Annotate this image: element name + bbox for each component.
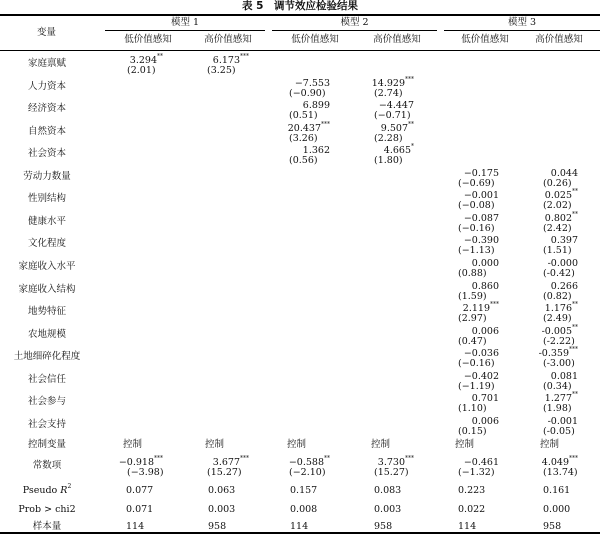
row-label: 家庭禀赋 <box>27 58 66 69</box>
m3-low-coef: −0.390 <box>463 235 499 246</box>
m1-low-control: 控制 <box>123 439 143 450</box>
significance-stars: *** <box>154 454 163 462</box>
variable-header: 变量 <box>36 27 56 38</box>
m3-low-se: (−1.13) <box>458 245 495 256</box>
m3-high-se: (0.26) <box>543 178 572 189</box>
significance-stars: ** <box>572 323 578 331</box>
m2-low-coef: 6.899 <box>302 100 330 111</box>
m3-high-coef: 0.802** <box>544 210 578 224</box>
top-rule <box>0 14 600 16</box>
significance-stars: * <box>411 142 414 150</box>
m3-high-se: (2.49) <box>543 313 572 324</box>
m3-high-se: (-0.05) <box>543 426 575 437</box>
row-label: 家庭收入水平 <box>18 261 76 272</box>
significance-stars: *** <box>569 454 578 462</box>
model-3-rule <box>444 30 600 31</box>
m3-low-coef: 0.006 <box>471 416 499 427</box>
m2-low-se: (0.51) <box>289 110 318 121</box>
m3-low-se: (−0.16) <box>458 358 495 369</box>
m3-high-header: 高价值感知 <box>535 34 583 45</box>
m2-low-coef: 1.362 <box>302 145 330 156</box>
m3-low-coef: −0.036 <box>463 348 499 359</box>
row-label: 性别结构 <box>27 193 66 204</box>
m3-high-se: (0.82) <box>543 291 572 302</box>
m1-high-control: 控制 <box>205 439 225 450</box>
m1-high-coef: 6.173*** <box>212 52 249 66</box>
m3-high-coef: 0.025** <box>544 187 578 201</box>
m3-high-coef: -0.000 <box>547 258 578 269</box>
m3-low-coef: 0.006 <box>471 326 499 337</box>
m3-high-coef: 1.277** <box>544 390 578 404</box>
row-label: 地势特征 <box>27 306 66 317</box>
m3-high-pseudo-r2: 0.161 <box>543 485 571 496</box>
significance-stars: *** <box>321 120 330 128</box>
m3-high-coef: 0.397 <box>550 235 578 246</box>
m3-low-header: 低价值感知 <box>461 34 509 45</box>
m2-high-coef: 4.665* <box>383 142 414 156</box>
m3-low-se: (0.88) <box>458 268 487 279</box>
m3-high-se: (1.51) <box>543 245 572 256</box>
m2-high-se: (−0.71) <box>374 110 411 121</box>
m3-high-coef: 0.044 <box>550 168 578 179</box>
m2-low-header: 低价值感知 <box>291 34 339 45</box>
m2-low-se: (3.26) <box>289 133 318 144</box>
row-label: 家庭收入结构 <box>18 284 76 295</box>
m2-high-sample-size: 958 <box>374 521 393 532</box>
m3-low-prob: 0.022 <box>458 504 486 515</box>
m1-high-constant-coef: 3.677*** <box>212 454 249 468</box>
m3-low-sample-size: 114 <box>458 521 477 532</box>
m1-low-se: (2.01) <box>127 65 156 76</box>
m3-low-constant-se: (−1.32) <box>458 467 495 478</box>
m3-low-coef: 0.000 <box>471 258 499 269</box>
m2-low-constant-se: (−2.10) <box>289 467 326 478</box>
m3-high-se: (-0.42) <box>543 268 575 279</box>
m1-high-prob: 0.003 <box>208 504 236 515</box>
m3-low-se: (−1.19) <box>458 381 495 392</box>
model-2-header: 模型 2 <box>340 17 369 28</box>
m3-low-se: (−0.08) <box>458 200 495 211</box>
m1-high-sample-size: 958 <box>208 521 227 532</box>
m2-high-se: (2.28) <box>374 133 403 144</box>
m2-high-prob: 0.003 <box>374 504 402 515</box>
m2-high-pseudo-r2: 0.083 <box>374 485 402 496</box>
m3-high-se: (2.42) <box>543 223 572 234</box>
m3-high-se: (-2.22) <box>543 336 575 347</box>
control-label: 控制变量 <box>27 439 66 450</box>
m3-high-prob: 0.000 <box>543 504 571 515</box>
m2-low-coef: −7.553 <box>294 78 330 89</box>
m3-high-coef: -0.005** <box>541 323 578 337</box>
m2-high-control: 控制 <box>371 439 391 450</box>
table-caption: 表 5 调节效应检验结果 <box>242 0 358 12</box>
m3-low-coef: 0.860 <box>471 281 499 292</box>
m3-high-constant-coef: 4.049*** <box>541 454 578 468</box>
header-rule <box>0 50 600 51</box>
model-1-rule <box>105 30 265 31</box>
row-label: 农地规模 <box>27 329 66 340</box>
significance-stars: *** <box>240 454 249 462</box>
row-label: 土地细碎化程度 <box>13 351 81 362</box>
constant-label: 常数项 <box>32 460 62 471</box>
m1-low-header: 低价值感知 <box>124 34 172 45</box>
m1-low-coef: 3.294** <box>129 52 163 66</box>
m1-low-pseudo-r2: 0.077 <box>126 485 154 496</box>
m2-low-sample-size: 114 <box>290 521 309 532</box>
m2-high-header: 高价值感知 <box>373 34 421 45</box>
significance-stars: ** <box>157 52 163 60</box>
row-label: 自然资本 <box>27 126 66 137</box>
m2-low-control: 控制 <box>287 439 307 450</box>
model-1-header: 模型 1 <box>170 17 200 28</box>
row-label: 社会信任 <box>27 374 66 385</box>
prob-label: Prob > chi2 <box>18 504 76 515</box>
significance-stars: *** <box>240 52 249 60</box>
significance-stars: *** <box>405 75 414 83</box>
m3-low-coef: 0.701 <box>471 393 499 404</box>
m1-high-header: 高价值感知 <box>204 34 252 45</box>
significance-stars: *** <box>569 345 578 353</box>
row-label: 人力资本 <box>27 81 66 92</box>
m2-high-coef: 14.929*** <box>371 75 414 89</box>
significance-stars: ** <box>572 187 578 195</box>
m1-high-pseudo-r2: 0.063 <box>208 485 236 496</box>
significance-stars: *** <box>405 454 414 462</box>
m3-low-coef: −0.175 <box>463 168 499 179</box>
row-label: 健康水平 <box>27 216 66 227</box>
significance-stars: ** <box>572 390 578 398</box>
m3-low-pseudo-r2: 0.223 <box>458 485 486 496</box>
significance-stars: ** <box>408 120 414 128</box>
m3-high-coef: 1.176** <box>544 300 578 314</box>
m2-high-coef: 9.507** <box>380 120 414 134</box>
m3-high-constant-se: (13.74) <box>543 467 578 478</box>
m3-high-se: (-3.00) <box>543 358 575 369</box>
m3-high-sample-size: 958 <box>543 521 562 532</box>
m3-low-coef: 2.119*** <box>462 300 499 314</box>
m2-low-pseudo-r2: 0.157 <box>290 485 318 496</box>
m2-high-constant-coef: 3.730*** <box>377 454 414 468</box>
m1-low-constant-coef: −0.918*** <box>118 454 163 468</box>
m3-high-se: (0.34) <box>543 381 572 392</box>
m1-low-prob: 0.071 <box>126 504 154 515</box>
m3-low-se: (0.47) <box>458 336 487 347</box>
m1-high-se: (3.25) <box>207 65 236 76</box>
m2-low-se: (−0.90) <box>289 88 326 99</box>
m3-low-coef: −0.001 <box>463 190 499 201</box>
row-label: 文化程度 <box>27 238 66 249</box>
m2-high-coef: −4.447 <box>378 100 414 111</box>
m2-high-se: (2.74) <box>374 88 403 99</box>
m3-high-control: 控制 <box>540 439 560 450</box>
m3-high-coef: 0.081 <box>550 371 578 382</box>
m1-low-sample-size: 114 <box>126 521 145 532</box>
row-label: 劳动力数量 <box>23 171 71 182</box>
m3-high-se: (1.98) <box>543 403 572 414</box>
significance-stars: ** <box>572 210 578 218</box>
m3-low-se: (1.10) <box>458 403 487 414</box>
pseudo-r2-label: Pseudo $R^2$ <box>22 482 72 496</box>
row-label: 社会支持 <box>27 419 66 430</box>
m3-low-se: (2.97) <box>458 313 487 324</box>
m2-low-coef: 20.437*** <box>287 120 330 134</box>
m3-low-se: (1.59) <box>458 291 487 302</box>
m3-low-constant-coef: −0.461 <box>463 457 499 468</box>
m3-low-se: (0.15) <box>458 426 487 437</box>
m2-low-constant-coef: −0.588** <box>288 454 330 468</box>
m2-high-constant-se: (15.27) <box>374 467 409 478</box>
row-label: 经济资本 <box>27 103 66 114</box>
m1-low-constant-se: (−3.98) <box>127 467 164 478</box>
m2-low-se: (0.56) <box>289 155 318 166</box>
row-label: 社会资本 <box>27 148 66 159</box>
sample-size-label: 样本量 <box>32 521 62 532</box>
m3-low-se: (−0.69) <box>458 178 495 189</box>
m3-high-coef: -0.001 <box>547 416 578 427</box>
m3-low-coef: −0.087 <box>463 213 499 224</box>
m3-low-coef: −0.402 <box>463 371 499 382</box>
bottom-rule <box>0 532 600 534</box>
m1-high-constant-se: (15.27) <box>207 467 242 478</box>
significance-stars: ** <box>572 300 578 308</box>
m3-high-coef: 0.266 <box>550 281 578 292</box>
m2-high-se: (1.80) <box>374 155 403 166</box>
m3-low-control: 控制 <box>455 439 475 450</box>
m3-low-se: (−0.16) <box>458 223 495 234</box>
model-3-header: 模型 3 <box>507 17 537 28</box>
row-label: 社会参与 <box>27 396 66 407</box>
significance-stars: ** <box>324 454 330 462</box>
significance-stars: *** <box>490 300 499 308</box>
model-2-rule <box>272 30 437 31</box>
m3-high-se: (2.02) <box>543 200 572 211</box>
m2-low-prob: 0.008 <box>290 504 318 515</box>
m3-high-coef: -0.359*** <box>538 345 578 359</box>
